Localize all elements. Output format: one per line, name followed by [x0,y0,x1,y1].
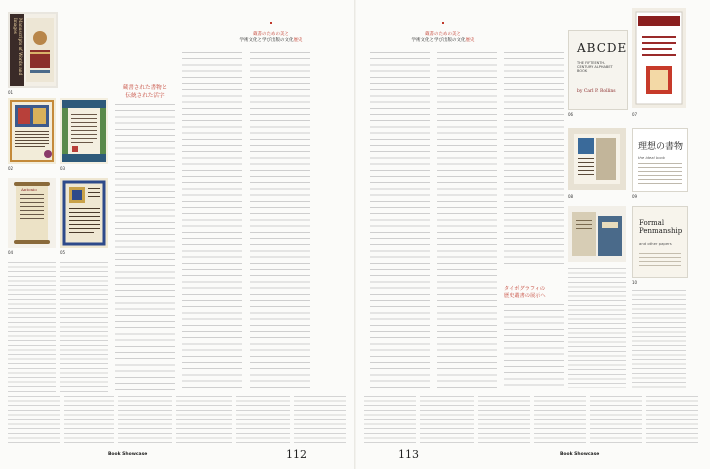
figure-number: 07 [632,112,638,117]
section-heading-2-line1: タイポグラフィの [504,286,545,292]
captions-text-block [8,262,56,392]
footnote-block [478,396,530,444]
body-text-column [504,304,564,390]
book-spine-title: Manuscripts of Words and Images [12,18,22,76]
figure-number: 09 [632,194,638,199]
section-heading-2-line2: 歴史叢書の展示へ [504,293,546,299]
folio-label: Book Showcase [560,452,600,457]
figure-04-scroll [8,178,56,248]
alphabet-book-author: by Carl P. Rollins [577,89,616,94]
body-text-column [504,52,564,266]
section-heading-2 [504,286,566,300]
footnote-block [176,396,232,444]
figure-number: 02 [8,166,14,171]
figure-number: 10 [632,280,638,285]
manuscript-photo-illustration [568,128,626,190]
figure-02-manuscript-page [8,98,56,164]
manuscript-illustration [8,98,56,164]
crop-mark [270,22,272,24]
alphabet-book-subtitle: THE FIFTEENTH-CENTURY ALPHABET BOOK [577,61,613,74]
body-text-column [250,52,310,390]
running-head-line2: 学術文化と学び出版の文化歴史 [239,38,303,43]
decorated-page-illustration [60,98,108,164]
captions-text-block [568,268,626,388]
folio-label: Book Showcase [108,452,148,457]
running-head-left [236,32,306,44]
body-text-column [182,52,242,390]
body-text-column [115,104,175,390]
section-heading-line1: 蔵書された書物と [122,85,168,91]
footnote-block [590,396,642,444]
footnote-block [420,396,474,444]
body-text-column [437,52,497,390]
ideal-book-subtitle: the ideal book [638,155,666,160]
footnote-block [64,396,114,444]
figure-10-small-books [568,206,626,262]
running-head-right [408,32,478,44]
section-heading-line2: 伝統された活字 [125,93,165,99]
captions-text-block [632,290,686,388]
figure-number: 03 [60,166,66,171]
footnote-block [8,396,60,444]
figure-number: 05 [60,250,66,255]
section-heading [115,84,175,100]
page-number: 112 [286,448,307,461]
figure-number: 08 [568,194,574,199]
penmanship-subtitle: and other papers [639,241,672,246]
running-head-line1: 蔵書のための美と [425,32,461,37]
captions-text-block [60,262,108,392]
figure-03-decorated-page [60,98,108,164]
illuminated-leaf-illustration [60,178,108,248]
footnote-block [534,396,586,444]
ideal-book-title: 理想の書物 [638,142,684,152]
figure-09-ideal-book-cover [632,128,688,192]
running-head-line1: 蔵書のための美と [253,32,289,37]
footnote-block [364,396,416,444]
figure-11-formal-penmanship [632,206,688,278]
figure-number: 04 [8,250,14,255]
figure-07-book-cover-red [632,8,686,108]
page-gutter [354,0,356,469]
small-books-illustration [568,206,626,262]
alphabet-book-title: ABCDE [577,41,628,55]
page-number: 113 [398,448,419,461]
penmanship-title: Formal Penmanship [639,219,683,235]
figure-number: 06 [568,112,574,117]
ideal-book-text [638,163,682,185]
figure-08-manuscript-photo [568,128,626,190]
scroll-label: Antonio [21,187,37,192]
red-book-illustration [632,8,686,108]
footnote-block [236,396,290,444]
running-head-line2: 学術文化と学び出版の文化歴史 [411,38,475,43]
figure-05-illuminated-leaf [60,178,108,248]
figure-number: 01 [8,90,14,95]
footnote-block [118,396,172,444]
figure-06-alphabet-book [568,30,628,110]
footnote-block [646,396,698,444]
body-text-column [370,52,430,390]
crop-mark [442,22,444,24]
figure-01-book-cover [8,12,58,88]
footnote-block [294,396,346,444]
penmanship-text [639,253,681,269]
